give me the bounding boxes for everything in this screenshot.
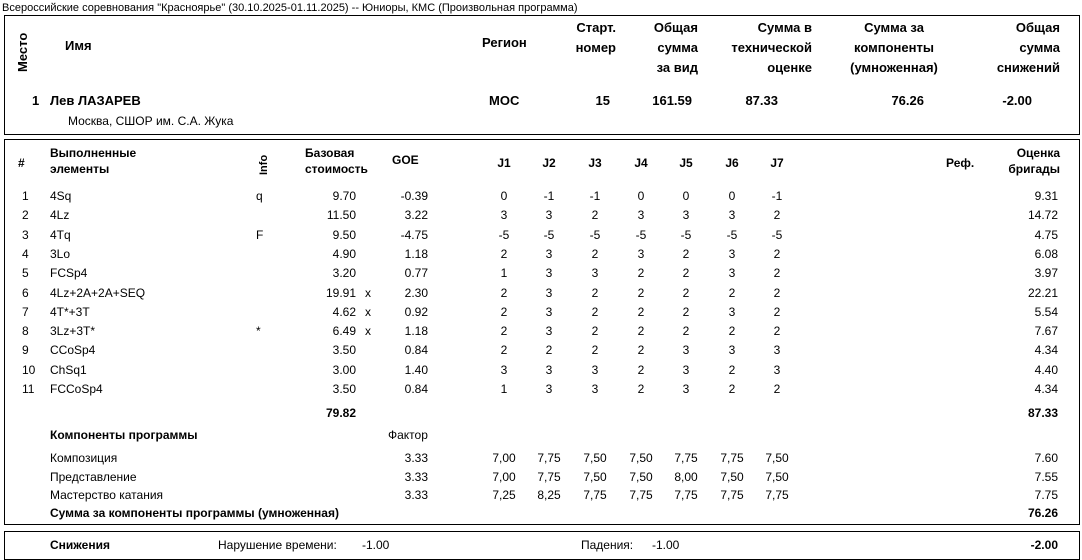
- tes-header: [700, 18, 812, 78]
- component-judge-score: 7,75: [720, 488, 744, 502]
- element-number: 3: [22, 227, 29, 242]
- deductions-label: Снижения: [50, 538, 110, 552]
- component-judge-score: 7,75: [583, 488, 607, 502]
- deductions-header-line3: снижений: [996, 60, 1060, 75]
- element-judge-score: 2: [728, 285, 736, 300]
- element-panel-score: 22.21: [1027, 285, 1058, 300]
- element-judge-score: 2: [500, 246, 508, 261]
- element-judge-score: 2: [773, 266, 781, 281]
- pcs-header-line2: компоненты: [854, 40, 934, 55]
- element-judge-score: -1: [543, 189, 555, 203]
- falls-value: -1.00: [652, 538, 680, 552]
- element-goe: 0.84: [404, 343, 428, 358]
- element-judge-score: 2: [682, 285, 690, 300]
- start-no-header-line1: Старт.: [576, 20, 616, 35]
- element-judge-score: 2: [773, 382, 781, 396]
- component-judge-score: 7,75: [537, 469, 561, 484]
- element-bonus-mark: x: [365, 285, 371, 300]
- element-judge-score: 3: [728, 246, 736, 261]
- goe-header: GOE: [392, 153, 419, 167]
- element-judge-score: 2: [500, 343, 508, 358]
- base-header-line1: Базовая: [305, 146, 355, 160]
- element-judge-score: 3: [728, 304, 736, 319]
- element-goe: 0.77: [404, 266, 428, 281]
- element-judge-score: -5: [771, 227, 783, 242]
- total-header-line1: Общая: [653, 20, 698, 35]
- component-judge-score: 7,75: [674, 451, 698, 465]
- element-number: 6: [22, 285, 29, 300]
- element-goe: -0.39: [400, 189, 428, 203]
- element-name: 4T*+3T: [50, 304, 90, 319]
- skater-tes: 87.33: [745, 93, 778, 108]
- element-number: 11: [22, 382, 35, 396]
- tes-total: 87.33: [1027, 406, 1058, 420]
- element-judge-score: 3: [637, 208, 645, 223]
- element-judge-score: 2: [682, 266, 690, 281]
- component-factor: 3.33: [404, 488, 428, 502]
- component-judge-score: 7,75: [629, 488, 653, 502]
- element-judge-score: -5: [498, 227, 510, 242]
- skater-rank: 1: [32, 93, 40, 108]
- component-score: 7.55: [1034, 469, 1058, 484]
- score-header-line1: Оценка: [1016, 146, 1060, 160]
- element-panel-score: 6.08: [1034, 246, 1058, 261]
- tes-header-line1: Сумма в: [757, 20, 812, 35]
- element-judge-score: 3: [545, 324, 553, 339]
- component-judge-score: 7,00: [492, 469, 516, 484]
- score-header: [990, 145, 1060, 177]
- component-name: Представление: [50, 469, 137, 484]
- component-name: Мастерство катания: [50, 488, 164, 502]
- element-judge-score: 0: [728, 189, 736, 203]
- element-info: F: [256, 227, 264, 242]
- component-judge-score: 7,75: [674, 488, 698, 502]
- element-judge-score: 3: [773, 343, 781, 358]
- components-header: Компоненты программы: [50, 428, 198, 442]
- time-violation-label: Нарушение времени:: [218, 538, 337, 552]
- component-judge-score: 8,00: [674, 469, 698, 484]
- base-header: [305, 145, 368, 177]
- element-name: 4Lz: [50, 208, 70, 223]
- element-judge-score: 2: [591, 343, 599, 358]
- element-goe: 1.40: [404, 362, 428, 377]
- element-judge-score: -5: [680, 227, 692, 242]
- element-judge-score: 3: [728, 208, 736, 223]
- deductions-box: [4, 531, 1080, 560]
- component-judge-score: 7,50: [629, 469, 653, 484]
- element-judge-score: 2: [500, 285, 508, 300]
- deductions-header: [970, 18, 1060, 78]
- start-no-header: [548, 18, 616, 58]
- pcs-header: [836, 18, 952, 78]
- element-judge-score: 3: [682, 382, 690, 396]
- element-judge-score: 2: [773, 208, 781, 223]
- element-goe: 1.18: [404, 324, 428, 339]
- element-name: CCoSp4: [50, 343, 96, 358]
- executed-header-line2: элементы: [50, 162, 110, 176]
- element-judge-score: 0: [637, 189, 645, 203]
- tes-header-line3: оценке: [767, 60, 812, 75]
- element-judge-score: 2: [591, 324, 599, 339]
- skater-deductions: -2.00: [1002, 93, 1032, 108]
- element-number: 4: [22, 246, 29, 261]
- element-base-value: 3.00: [332, 362, 356, 377]
- element-info: *: [256, 324, 261, 339]
- info-header: Info: [258, 154, 270, 175]
- element-panel-score: 7.67: [1034, 324, 1058, 339]
- element-judge-score: 3: [773, 362, 781, 377]
- element-judge-score: 2: [591, 208, 599, 223]
- element-panel-score: 4.34: [1034, 343, 1058, 358]
- component-judge-score: 7,50: [629, 451, 653, 465]
- component-judge-score: 8,25: [537, 488, 561, 502]
- element-panel-score: 5.54: [1034, 304, 1058, 319]
- skater-region: MOC: [489, 93, 520, 108]
- element-judge-score: 2: [773, 285, 781, 300]
- place-header: Место: [15, 32, 30, 72]
- element-base-value: 4.62: [332, 304, 356, 319]
- element-goe: 0.84: [404, 382, 428, 396]
- element-panel-score: 3.97: [1034, 266, 1058, 281]
- element-judge-score: 1: [500, 266, 508, 281]
- skater-club: Москва, СШОР им. С.А. Жука: [68, 114, 234, 128]
- element-name: 4Tq: [50, 227, 71, 242]
- judge-header-3: J3: [588, 156, 602, 170]
- element-judge-score: -5: [543, 227, 555, 242]
- pcs-header-line3: (умноженная): [850, 60, 938, 75]
- element-judge-score: -5: [726, 227, 738, 242]
- element-number: 2: [22, 208, 29, 223]
- element-name: FCCoSp4: [50, 382, 103, 396]
- component-judge-score: 7,50: [765, 469, 789, 484]
- element-base-value: 3.50: [332, 382, 356, 396]
- judge-header-7: J7: [770, 156, 784, 170]
- element-info: q: [256, 189, 263, 203]
- element-judge-score: 3: [545, 208, 553, 223]
- element-judge-score: 2: [637, 304, 645, 319]
- element-goe: 3.22: [404, 208, 428, 223]
- element-judge-score: 3: [637, 246, 645, 261]
- element-judge-score: 3: [500, 362, 508, 377]
- total-header: [620, 18, 698, 78]
- element-judge-score: 3: [500, 208, 508, 223]
- element-panel-score: 9.31: [1034, 189, 1058, 203]
- element-judge-score: 2: [682, 324, 690, 339]
- element-name: 3Lz+3T*: [50, 324, 96, 339]
- base-total: 79.82: [325, 406, 356, 420]
- element-name: 3Lo: [50, 246, 71, 261]
- element-number: 7: [22, 304, 29, 319]
- element-judge-score: 3: [728, 343, 736, 358]
- element-base-value: 11.50: [326, 208, 356, 223]
- element-judge-score: 2: [728, 362, 736, 377]
- element-base-value: 19.91: [325, 285, 356, 300]
- element-panel-score: 4.40: [1034, 362, 1058, 377]
- element-judge-score: -1: [589, 189, 601, 203]
- element-base-value: 3.20: [332, 266, 356, 281]
- element-judge-score: 2: [637, 324, 645, 339]
- element-judge-score: 2: [773, 324, 781, 339]
- region-header: Регион: [482, 35, 527, 50]
- element-judge-score: 3: [591, 382, 599, 396]
- element-judge-score: -5: [589, 227, 601, 242]
- time-violation-value: -1.00: [362, 538, 390, 552]
- element-judge-score: 2: [773, 304, 781, 319]
- component-judge-score: 7,75: [537, 451, 561, 465]
- element-judge-score: 0: [500, 189, 508, 203]
- element-name: 4Sq: [50, 189, 72, 203]
- element-judge-score: 2: [773, 246, 781, 261]
- factor-header: Фактор: [388, 428, 428, 442]
- element-judge-score: 2: [500, 324, 508, 339]
- competition-title: Всероссийские соревнования "Красноярье" (30.10.2025-01.11.2025) -- Юниоры, КМС (Произвольная программа): [2, 2, 578, 14]
- element-judge-score: 3: [728, 266, 736, 281]
- component-judge-score: 7,50: [583, 451, 607, 465]
- element-goe: -4.75: [400, 227, 428, 242]
- element-judge-score: -1: [771, 189, 783, 203]
- judge-header-1: J1: [497, 156, 511, 170]
- element-judge-score: 0: [682, 189, 690, 203]
- element-goe: 1.18: [404, 246, 428, 261]
- name-header: Имя: [65, 38, 92, 53]
- element-judge-score: 2: [728, 324, 736, 339]
- pcs-header-line1: Сумма за: [864, 20, 924, 35]
- start-no-header-line2: номер: [575, 40, 616, 55]
- element-judge-score: 2: [500, 304, 508, 319]
- component-score: 7.60: [1034, 451, 1058, 465]
- deductions-header-line2: сумма: [1019, 40, 1060, 55]
- total-header-line2: сумма: [657, 40, 698, 55]
- element-bonus-mark: x: [365, 304, 371, 319]
- element-judge-score: 2: [637, 285, 645, 300]
- element-judge-score: 2: [682, 246, 690, 261]
- element-judge-score: 3: [545, 304, 553, 319]
- skater-total: 161.59: [652, 93, 692, 108]
- element-judge-score: 3: [545, 382, 553, 396]
- element-judge-score: 3: [545, 246, 553, 261]
- deductions-header-line1: Общая: [1015, 20, 1060, 35]
- element-judge-score: 2: [728, 382, 736, 396]
- element-bonus-mark: x: [365, 324, 371, 339]
- element-judge-score: 2: [637, 382, 645, 396]
- component-name: Композиция: [50, 451, 118, 465]
- component-factor: 3.33: [404, 451, 428, 465]
- pcs-total-label: Сумма за компоненты программы (умноженная): [50, 506, 339, 520]
- judge-header-2: J2: [542, 156, 556, 170]
- element-number: 8: [22, 324, 29, 339]
- element-judge-score: 2: [637, 266, 645, 281]
- element-base-value: 6.49: [332, 324, 356, 339]
- component-judge-score: 7,75: [720, 451, 744, 465]
- component-judge-score: 7,50: [583, 469, 607, 484]
- element-goe: 2.30: [404, 285, 428, 300]
- element-judge-score: 1: [500, 382, 508, 396]
- total-header-line3: за вид: [656, 60, 698, 75]
- element-number: 1: [22, 189, 29, 203]
- tes-header-line2: технической: [731, 40, 812, 55]
- element-judge-score: 3: [545, 362, 553, 377]
- judge-header-6: J6: [725, 156, 739, 170]
- element-judge-score: 3: [545, 285, 553, 300]
- element-base-value: 4.90: [332, 246, 356, 261]
- element-judge-score: -5: [635, 227, 647, 242]
- component-judge-score: 7,75: [765, 488, 789, 502]
- judge-header-5: J5: [679, 156, 693, 170]
- element-base-value: 3.50: [332, 343, 356, 358]
- element-name: FCSp4: [50, 266, 88, 281]
- element-judge-score: 2: [591, 304, 599, 319]
- element-name: ChSq1: [50, 362, 87, 377]
- element-number: 10: [22, 362, 36, 377]
- executed-header: [50, 145, 136, 177]
- element-base-value: 9.50: [332, 227, 356, 242]
- skater-pcs: 76.26: [891, 93, 924, 108]
- element-judge-score: 3: [682, 343, 690, 358]
- executed-header-line1: Выполненные: [50, 146, 137, 160]
- element-number: 9: [22, 343, 29, 358]
- pcs-total: 76.26: [1027, 506, 1058, 520]
- element-judge-score: 2: [637, 362, 645, 377]
- element-panel-score: 4.75: [1034, 227, 1058, 242]
- component-judge-score: 7,25: [492, 488, 516, 502]
- component-judge-score: 7,50: [720, 469, 744, 484]
- ref-header: Реф.: [946, 156, 975, 170]
- score-header-line2: бригады: [1008, 162, 1060, 176]
- element-number: 5: [22, 266, 29, 281]
- element-judge-score: 2: [637, 343, 645, 358]
- element-judge-score: 2: [591, 246, 599, 261]
- element-judge-score: 3: [591, 362, 599, 377]
- component-factor: 3.33: [404, 469, 428, 484]
- element-judge-score: 2: [545, 343, 553, 358]
- element-panel-score: 4.34: [1034, 382, 1058, 396]
- element-panel-score: 14.72: [1027, 208, 1058, 223]
- falls-label: Падения:: [581, 538, 634, 552]
- component-score: 7.75: [1034, 488, 1058, 502]
- skater-name: Лев ЛАЗАРЕВ: [50, 93, 141, 108]
- component-judge-score: 7,00: [492, 451, 516, 465]
- element-judge-score: 3: [682, 208, 690, 223]
- element-base-value: 9.70: [332, 189, 356, 203]
- element-judge-score: 2: [682, 304, 690, 319]
- component-judge-score: 7,50: [765, 451, 789, 465]
- judge-header-4: J4: [634, 156, 648, 170]
- num-header: #: [18, 156, 25, 170]
- element-judge-score: 3: [682, 362, 690, 377]
- base-header-line2: стоимость: [305, 162, 368, 176]
- element-judge-score: 2: [591, 285, 599, 300]
- element-judge-score: 3: [545, 266, 553, 281]
- element-name: 4Lz+2A+2A+SEQ: [50, 285, 146, 300]
- element-judge-score: 3: [591, 266, 599, 281]
- element-goe: 0.92: [404, 304, 428, 319]
- deductions-total: -2.00: [1030, 538, 1058, 552]
- skater-start-no: 15: [595, 93, 610, 108]
